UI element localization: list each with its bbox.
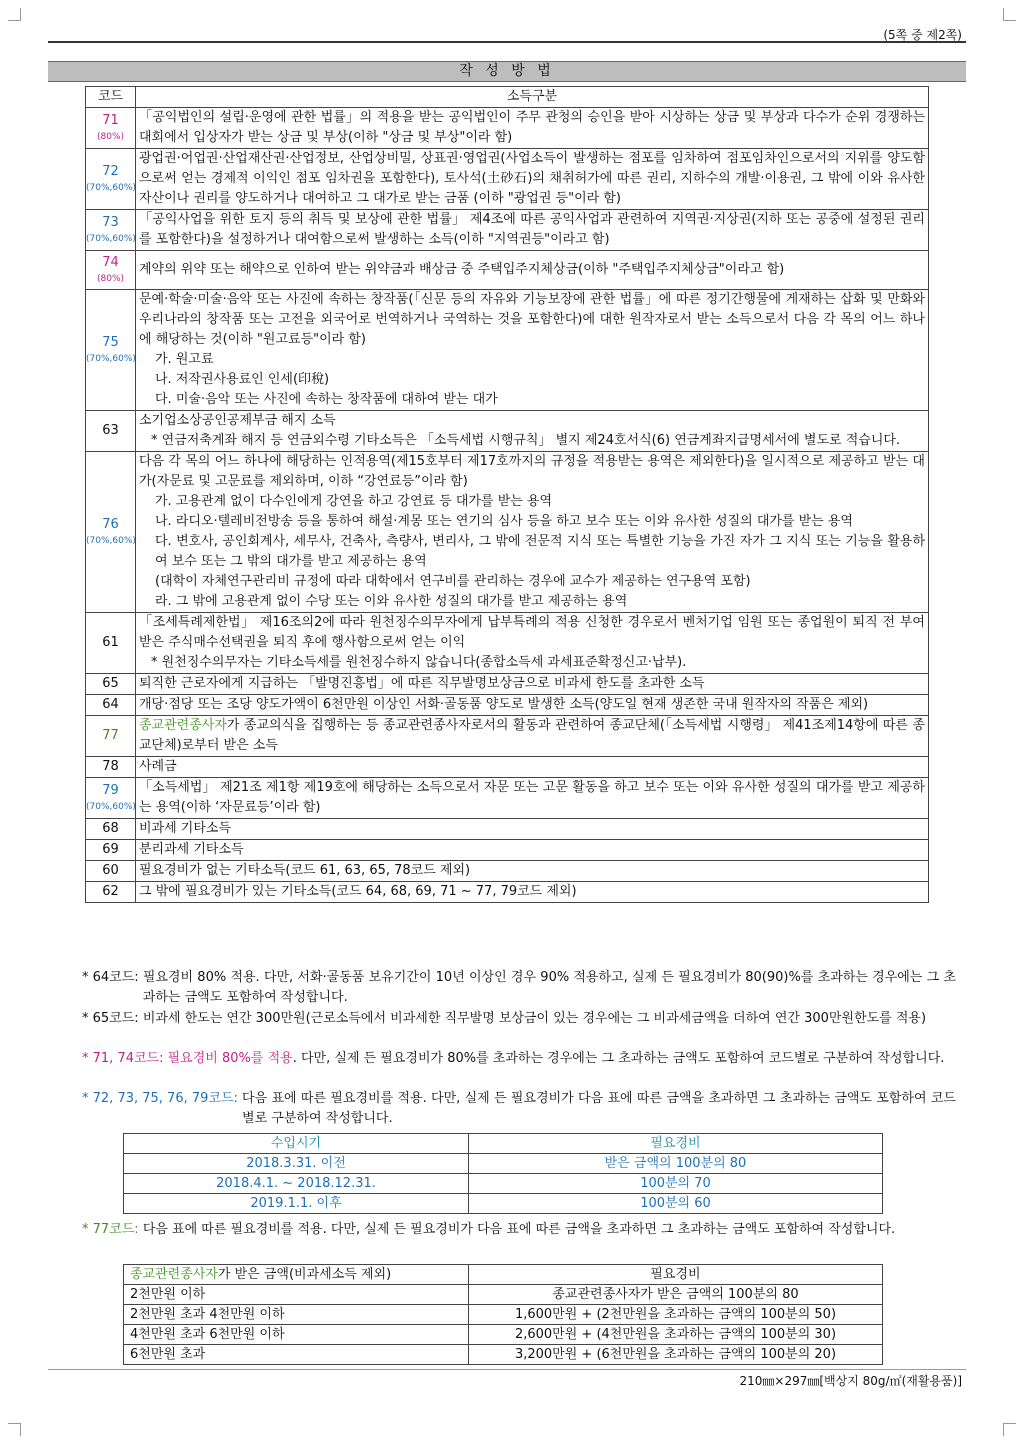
description-text: 가 종교의식을 집행하는 등 종교관련종사자로서의 활동과 관련하여 종교단체(「소득세법 시행령」 제41조제14항에 따른 종교단체)로부터 받은 소득	[139, 718, 925, 753]
table-row	[124, 1325, 883, 1345]
note-body: . 다만, 실제 든 필요경비가 80%를 초과하는 경우에는 그 초과하는 금액도 포함하여 코드별로 구분하여 작성합니다.	[292, 1051, 945, 1066]
code-number: 74	[102, 255, 119, 270]
income-description: 사례금	[136, 757, 929, 778]
table-row	[86, 108, 929, 149]
header-text: 가 받은 금액(비과세소득 제외)	[217, 1267, 392, 1282]
expense-cell: 1,600만원 + (2천만원을 초과하는 금액의 100분의 50)	[469, 1305, 883, 1325]
income-description: 광업권·어업권·산업재산권·산업정보, 산업상비밀, 상표권·영업권(사업소득이 발생하는 점포를 임차하여 점포임차인으로서의 지위를 양도함으로써 얻는 경제적 이익인 점포 임차권을 포함한다), 토사석(土砂石)의 채취허가에 따른 권리, 지하수의 개발·이용권, 그 밖에 이와 유사한 자산이나 권리를 양도하거나 대여하고 그 대가로 받는 금품 (이하 "광업권 등"이라 함)	[136, 149, 929, 210]
note-text: 필요경비 80% 적용. 다만, 서화·골동품 보유기간이 10년 이상인 경우 90% 적용하고, 실제 든 필요경비가 80(90)%를 초과하는 경우에는 그 초과하는 금액도 포함하여 작성합니다.	[142, 970, 956, 1005]
code-number: 79	[102, 783, 119, 798]
column-header-code: 코드	[86, 87, 136, 108]
expense-rate: (70%,60%)	[86, 802, 136, 812]
code-cell	[86, 861, 136, 882]
table-row	[124, 1194, 883, 1214]
description-main: 「조세특례제한법」 제16조의2에 따라 원천징수의무자에게 납부특례의 적용 신청한 경우로서 벤처기업 임원 또는 종업원이 퇴직 전 부여받은 주식매수선택권을 퇴직 후에 행사함으로써 얻는 이익	[139, 615, 925, 650]
sub-item: 다. 변호사, 공인회계사, 세무사, 건축사, 측량사, 변리사, 그 밖에 전문적 지식 또는 특별한 기능을 가진 자가 그 지식 또는 기능을 활용하여 보수 또는 그 밖의 대가를 받고 제공하는 용역	[155, 534, 925, 569]
note-label: * 65코드:	[82, 1011, 139, 1026]
code-cell	[86, 251, 136, 290]
table-row	[86, 716, 929, 757]
table-row	[86, 778, 929, 819]
code-number: 71	[102, 113, 119, 128]
code-cell	[86, 840, 136, 861]
code-number: 65	[102, 676, 119, 691]
income-description: 「공익법인의 설립·운영에 관한 법률」의 적용을 받는 공익법인이 주무 관청의 승인을 받아 시상하는 상금 및 부상과 다수가 순위 경쟁하는 대회에서 입상자가 받는 상금 및 부상(이하 "상금 및 부상"이라 함)	[136, 108, 929, 149]
table-row	[124, 1285, 883, 1305]
amount-cell: 4천만원 초과 6천만원 이하	[124, 1325, 469, 1345]
note-label: * 72, 73, 75, 76, 79코드:	[82, 1091, 238, 1106]
table-row	[124, 1154, 883, 1174]
expense-rate: (70%,60%)	[86, 234, 136, 244]
code-cell	[86, 716, 136, 757]
expense-cell: 100분의 70	[469, 1174, 883, 1194]
sub-item: 나. 저작권사용료인 인세(印稅)	[155, 372, 330, 387]
income-code-table	[85, 86, 929, 903]
description-main: 소기업소상공인공제부금 해지 소득	[139, 413, 336, 428]
table-row	[86, 290, 929, 411]
crop-mark-bottom-left	[8, 1423, 21, 1436]
note-77	[82, 1220, 956, 1240]
income-description: 필요경비가 없는 기타소득(코드 61, 63, 65, 78코드 제외)	[136, 861, 929, 882]
amount-cell: 2천만원 초과 4천만원 이하	[124, 1305, 469, 1325]
religion-expense-table	[123, 1264, 883, 1365]
income-description	[136, 290, 929, 411]
sub-item: 가. 고용관계 없이 다수인에게 강연을 하고 강연료 등 대가를 받는 용역	[155, 494, 553, 509]
column-header-amount	[124, 1265, 469, 1285]
table-row	[86, 861, 929, 882]
table-row	[86, 452, 929, 613]
code-number: 62	[102, 884, 119, 899]
expense-rate: (70%,60%)	[86, 536, 136, 546]
income-description	[136, 452, 929, 613]
note-text	[168, 1049, 956, 1069]
note-label: * 77코드:	[82, 1222, 139, 1237]
code-cell	[86, 290, 136, 411]
table-header-row	[124, 1265, 883, 1285]
expense-rate: (70%,60%)	[86, 354, 136, 364]
code-number: 76	[102, 517, 119, 532]
note-71-74	[82, 1049, 956, 1069]
code-number: 60	[102, 863, 119, 878]
income-description: 「공익사업을 위한 토지 등의 취득 및 보상에 관한 법률」 제4조에 따른 공익사업과 관련하여 지역권·지상권(지하 또는 공중에 설정된 권리를 포함한다)을 설정하거나 대여함으로써 발생하는 소득(이하 "지역권등"이라고 함)	[136, 210, 929, 251]
code-cell	[86, 411, 136, 452]
expense-rate: (70%,60%)	[86, 183, 136, 193]
code-cell	[86, 613, 136, 674]
column-header-expense: 필요경비	[469, 1265, 883, 1285]
table-row	[86, 840, 929, 861]
amount-cell: 6천만원 초과	[124, 1345, 469, 1365]
table-header-row	[124, 1134, 883, 1154]
code-number: 61	[102, 635, 119, 650]
code-number: 77	[102, 728, 119, 743]
code-number: 69	[102, 842, 119, 857]
income-description: 퇴직한 근로자에게 지급하는 「발명진흥법」에 따른 직무발명보상금으로 비과세 한도를 초과한 소득	[136, 674, 929, 695]
bottom-rule	[48, 1369, 966, 1370]
income-description: 그 밖에 필요경비가 있는 기타소득(코드 64, 68, 69, 71 ~ 77, 79코드 제외)	[136, 882, 929, 903]
income-description	[136, 411, 929, 452]
code-cell	[86, 108, 136, 149]
code-number: 68	[102, 821, 119, 836]
code-cell	[86, 452, 136, 613]
code-cell	[86, 819, 136, 840]
crop-mark-top-right	[1003, 8, 1016, 21]
sub-item-note: (대학이 자체연구관리비 규정에 따라 대학에서 연구비를 관리하는 경우에 교수가 제공하는 연구용역 포함)	[155, 574, 751, 589]
code-number: 73	[102, 215, 119, 230]
page-number: (5쪽 중 제2쪽)	[883, 28, 962, 42]
code-number: 75	[102, 335, 119, 350]
expense-cell: 100분의 60	[469, 1194, 883, 1214]
paper-spec: 210㎜×297㎜[백상지 80g/㎡(재활용품)]	[739, 1374, 962, 1388]
period-cell: 2018.4.1. ~ 2018.12.31.	[124, 1174, 469, 1194]
description-main: 다음 각 목의 어느 하나에 해당하는 인적용역(제15호부터 제17호까지의 규정을 적용받는 용역은 제외한다)을 일시적으로 제공하고 받는 대가(자문료 및 고문료를 제외하며, 이하 “강연료등”이라 함)	[139, 454, 925, 489]
code-cell	[86, 757, 136, 778]
expense-cell: 2,600만원 + (4천만원을 초과하는 금액의 100분의 30)	[469, 1325, 883, 1345]
income-description: 비과세 기타소득	[136, 819, 929, 840]
note-64	[82, 968, 956, 1008]
crop-mark-bottom-right	[1003, 1423, 1016, 1436]
table-row	[124, 1305, 883, 1325]
code-cell	[86, 778, 136, 819]
expense-rate: (80%)	[96, 132, 125, 142]
highlighted-term: 종교관련종사자	[139, 718, 227, 733]
income-description: 분리과세 기타소득	[136, 840, 929, 861]
amount-cell: 2천만원 이하	[124, 1285, 469, 1305]
expense-cell: 종교관련종사자가 받은 금액의 100분의 80	[469, 1285, 883, 1305]
table-row	[86, 674, 929, 695]
section-title: 작 성 방 법	[48, 61, 966, 82]
description-note: * 연금저축계좌 해지 등 연금외수령 기타소득은 「소득세법 시행규칙」 별지 제24호서식(6) 연금계좌지급명세서에 별도로 적습니다.	[151, 433, 901, 448]
income-description	[136, 613, 929, 674]
code-number: 78	[102, 759, 119, 774]
note-text: 비과세 한도는 연간 300만원(근로소득에서 비과세한 직무발명 보상금이 있는 경우에는 그 비과세금액을 더하여 연간 300만원한도를 적용)	[142, 1011, 927, 1026]
code-cell	[86, 695, 136, 716]
description-main: 문예·학술·미술·음악 또는 사진에 속하는 창작품(「신문 등의 자유와 기능보장에 관한 법률」에 따른 정기간행물에 게재하는 삽화 및 만화와 우리나라의 창작품 또는 고전을 외국어로 번역하거나 국역하는 것을 포함한다)에 대한 원작자로서 받는 소득으로서 다음 각 목의 어느 하나에 해당하는 것(이하 "원고료등"이라 함)	[139, 292, 925, 347]
period-cell: 2019.1.1. 이후	[124, 1194, 469, 1214]
sub-item: 라. 그 밖에 고용관계 없이 수당 또는 이와 유사한 성질의 대가를 받고 제공하는 용역	[155, 594, 628, 609]
table-row	[86, 411, 929, 452]
code-number: 63	[102, 423, 119, 438]
description-note: * 원천징수의무자는 기타소득세를 원천징수하지 않습니다(종합소득세 과세표준확정신고·납부).	[151, 655, 687, 670]
table-row	[86, 757, 929, 778]
expense-rate: (80%)	[96, 274, 125, 284]
code-cell	[86, 149, 136, 210]
table-row	[86, 251, 929, 290]
note-65	[82, 1009, 956, 1029]
table-row	[86, 882, 929, 903]
sub-item: 다. 미술·음악 또는 사진에 속하는 창작품에 대하여 받는 대가	[155, 392, 498, 407]
note-text: 다음 표에 따른 필요경비를 적용. 다만, 실제 든 필요경비가 다음 표에 따른 금액을 초과하면 그 초과하는 금액도 포함하여 코드별로 구분하여 작성합니다.	[242, 1091, 956, 1126]
table-row	[86, 210, 929, 251]
highlighted-term: 종교관련종사자	[130, 1267, 218, 1282]
table-row	[124, 1174, 883, 1194]
income-description: 「소득세법」 제21조 제1항 제19호에 해당하는 소득으로서 자문 또는 고문 활동을 하고 보수 또는 이와 유사한 성질의 대가를 받고 제공하는 용역(이하 ‘자문료등’이라 함)	[136, 778, 929, 819]
expense-period-table	[123, 1133, 883, 1214]
sub-item: 가. 원고료	[155, 352, 214, 367]
income-description	[136, 716, 929, 757]
table-row	[124, 1345, 883, 1365]
column-header-period: 수입시기	[124, 1134, 469, 1154]
crop-mark-top-left	[8, 8, 21, 21]
note-label: * 71, 74코드:	[82, 1051, 164, 1066]
expense-cell: 받은 금액의 100분의 80	[469, 1154, 883, 1174]
table-row	[86, 613, 929, 674]
code-cell	[86, 674, 136, 695]
table-row	[86, 819, 929, 840]
code-number: 64	[102, 697, 119, 712]
column-header-income: 소득구분	[136, 87, 929, 108]
code-cell	[86, 210, 136, 251]
top-rule	[48, 41, 966, 43]
note-highlight: 필요경비 80%를 적용	[167, 1051, 293, 1066]
table-header-row	[86, 87, 929, 108]
note-text: 다음 표에 따른 필요경비를 적용. 다만, 실제 든 필요경비가 다음 표에 따른 금액을 초과하면 그 초과하는 금액도 포함하여 작성합니다.	[142, 1222, 896, 1237]
income-description: 개당·점당 또는 조당 양도가액이 6천만원 이상인 서화·골동품 양도로 발생한 소득(양도일 현재 생존한 국내 원작자의 작품은 제외)	[136, 695, 929, 716]
expense-cell: 3,200만원 + (6천만원을 초과하는 금액의 100분의 20)	[469, 1345, 883, 1365]
table-row	[86, 149, 929, 210]
income-description: 계약의 위약 또는 해약으로 인하여 받는 위약금과 배상금 중 주택입주지체상금(이하 "주택입주지체상금"이라고 함)	[136, 251, 929, 290]
period-cell: 2018.3.31. 이전	[124, 1154, 469, 1174]
code-cell	[86, 882, 136, 903]
column-header-expense: 필요경비	[469, 1134, 883, 1154]
note-label: * 64코드:	[82, 970, 139, 985]
code-number: 72	[102, 164, 119, 179]
note-72-79	[82, 1089, 956, 1129]
sub-item: 나. 라디오·텔레비전방송 등을 통하여 해설·계몽 또는 연기의 심사 등을 하고 보수 또는 이와 유사한 성질의 대가를 받는 용역	[155, 514, 853, 529]
table-row	[86, 695, 929, 716]
